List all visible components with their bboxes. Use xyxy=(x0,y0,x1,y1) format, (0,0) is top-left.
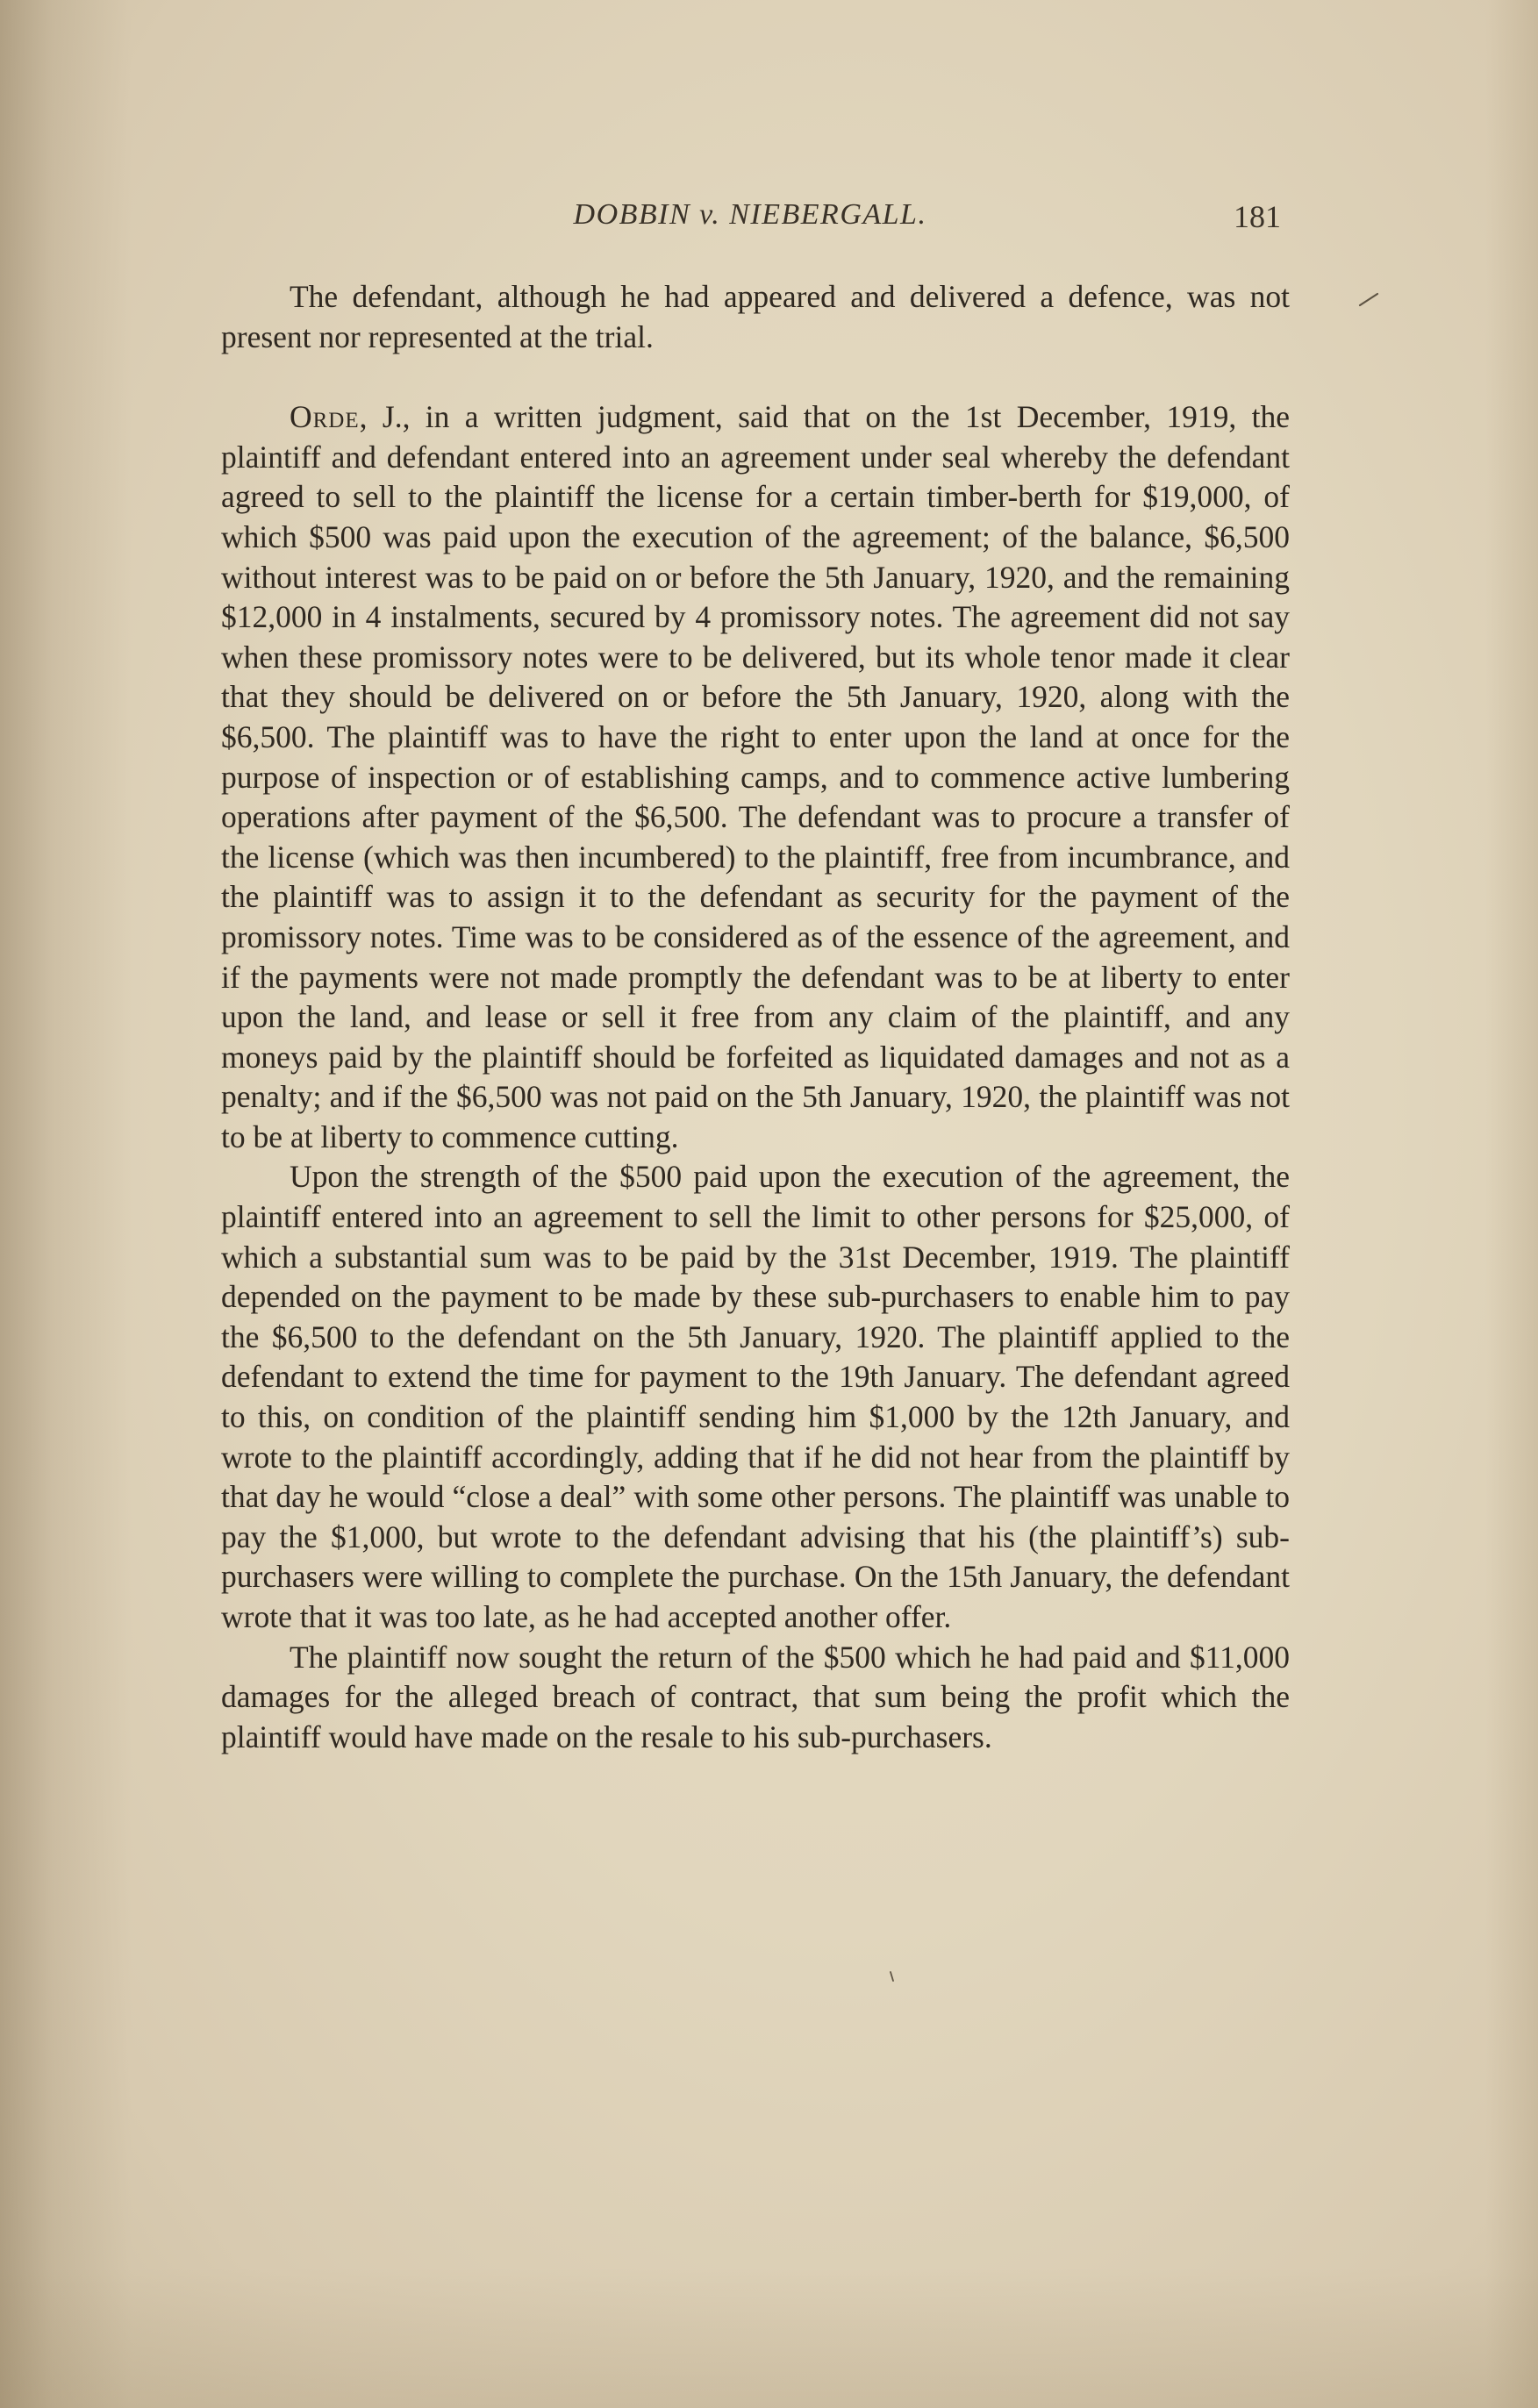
binding-gutter-shadow xyxy=(0,0,132,2408)
page-number: 181 xyxy=(1234,199,1281,234)
paragraph-claim: The plaintiff now sought the return of the $500 which he had paid and $11,000 damages for the alleged breach of contract, that sum being the profit which the plaintiff would have made on the resale to his sub-purchasers. xyxy=(221,1639,1290,1754)
paragraph-judgment xyxy=(221,397,1290,1157)
page-bottom-tint xyxy=(0,2268,1538,2408)
paragraph-defendant-absent: The defendant, although he had appeared and delivered a defence, was not present nor represented at the trial. xyxy=(221,279,1290,354)
paragraph-sub-purchase: Upon the strength of the $500 paid upon the execution of the agreement, the plaintiff entered into an agreement to sell the limit to other persons for $25,000, of which a substantial sum was to be paid by the 31st December, 1919. The plaintiff depended on the payment to be made by these sub-purchasers to enable him to pay the $6,500 to the defendant on the 5th January, 1920. The plaintiff applied to the defendant to extend the time for payment to the 19th January. The defendant agreed to this, on condition of the plaintiff sending him $1,000 by the 12th January, and wrote to the plaintiff accordingly, adding that if he did not hear from the plaintiff by that day he would “close a deal” with some other persons. The plaintiff was unable to pay the $1,000, but wrote to the defendant advising that his (the plaintiff’s) sub-purchasers were willing to complete the purchase. On the 15th January, the defendant wrote that it was too late, as he had accepted another offer. xyxy=(221,1159,1290,1634)
page-edge-tint xyxy=(1485,0,1538,2408)
body-text xyxy=(221,277,1290,1757)
pencil-tick-mark xyxy=(1358,291,1379,307)
running-title: DOBBIN v. NIEBERGALL. xyxy=(573,198,927,231)
running-head xyxy=(219,198,1281,239)
pencil-stray-mark xyxy=(888,1970,897,1983)
judge-name: Orde xyxy=(290,399,360,435)
paragraph-judgment-text: , J., in a written judgment, said that on the 1st December, 1919, the plaintiff and defendant entered into an agreement under seal whereby the defendant agreed to sell to the plaintiff the license for a certain timber-berth for $19,000, of which $500 was paid upon the execution of the agreement; of the balance, $6,500 without interest was to be paid on or before the 5th January, 1920, and the remaining $12,000 in 4 instalments, secured by 4 promissory notes. The agreement did not say when these promissory notes were to be delivered, but its whole tenor made it clear that they should be delivered on or before the 5th January, 1920, along with the $6,500. The plaintiff was to have the right to enter upon the land at once for the purpose of inspection or of establishing camps, and to commence active lumbering operations after payment of the $6,500. The defendant was to procure a transfer of the license (which was then incumbered) to the plaintiff, free from incumbrance, and the plaintiff was to assign it to the defendant as security for the payment of the promissory notes. Time was to be considered as of the essence of the agreement, and if the payments were not made promptly the defendant was to be at liberty to enter upon the land, and lease or sell it free from any claim of the plaintiff, and any moneys paid by the plaintiff should be forfeited as liquidated damages and not as a penalty; and if the $6,500 was not paid on the 5th January, 1920, the plaintiff was not to be at liberty to commence cutting. xyxy=(221,399,1290,1154)
